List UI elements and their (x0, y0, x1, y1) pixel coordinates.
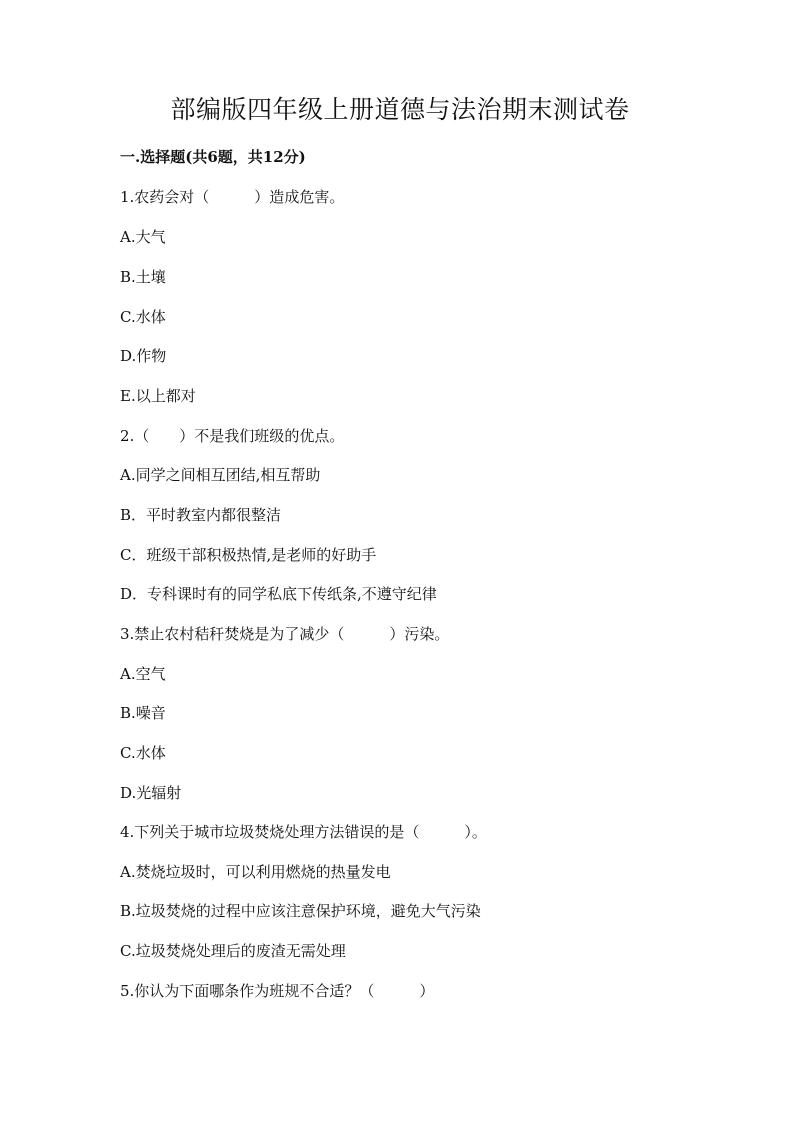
q3-option-c: C.水体 (120, 744, 166, 762)
page-title: 部编版四年级上册道德与法治期末测试卷 (170, 95, 630, 124)
question-4: 4.下列关于城市垃圾焚烧处理方法错误的是（ ）。 (120, 823, 487, 841)
q3-option-b: B.噪音 (120, 704, 166, 722)
section-heading: 一.选择题(共6题，共12分) (120, 148, 306, 166)
q4-option-b: B.垃圾焚烧的过程中应该注意保护环境，避免大气污染 (120, 902, 481, 920)
q2-option-c: C．班级干部积极热情,是老师的好助手 (120, 546, 377, 564)
q2-option-a: A.同学之间相互团结,相互帮助 (120, 466, 321, 484)
q4-option-c: C.垃圾焚烧处理后的废渣无需处理 (120, 942, 346, 960)
question-5: 5.你认为下面哪条作为班规不合适？（ ） (120, 982, 435, 1000)
q2-option-b: B．平时教室内都很整洁 (120, 506, 282, 524)
q3-option-d: D.光辐射 (120, 784, 182, 802)
q1-option-a: A.大气 (120, 228, 166, 246)
q1-option-b: B.土壤 (120, 268, 166, 286)
q3-option-a: A.空气 (120, 665, 166, 683)
q1-option-d: D.作物 (120, 347, 167, 365)
q1-option-e: E.以上都对 (120, 387, 196, 405)
q4-option-a: A.焚烧垃圾时，可以利用燃烧的热量发电 (120, 863, 391, 881)
question-2: 2.（ ）不是我们班级的优点。 (120, 427, 345, 445)
question-3: 3.禁止农村秸秆焚烧是为了减少（ ）污染。 (120, 625, 450, 643)
q2-option-d: D．专科课时有的同学私底下传纸条,不遵守纪律 (120, 585, 437, 603)
question-1: 1.农药会对（ ）造成危害。 (120, 188, 345, 206)
q1-option-c: C.水体 (120, 308, 166, 326)
